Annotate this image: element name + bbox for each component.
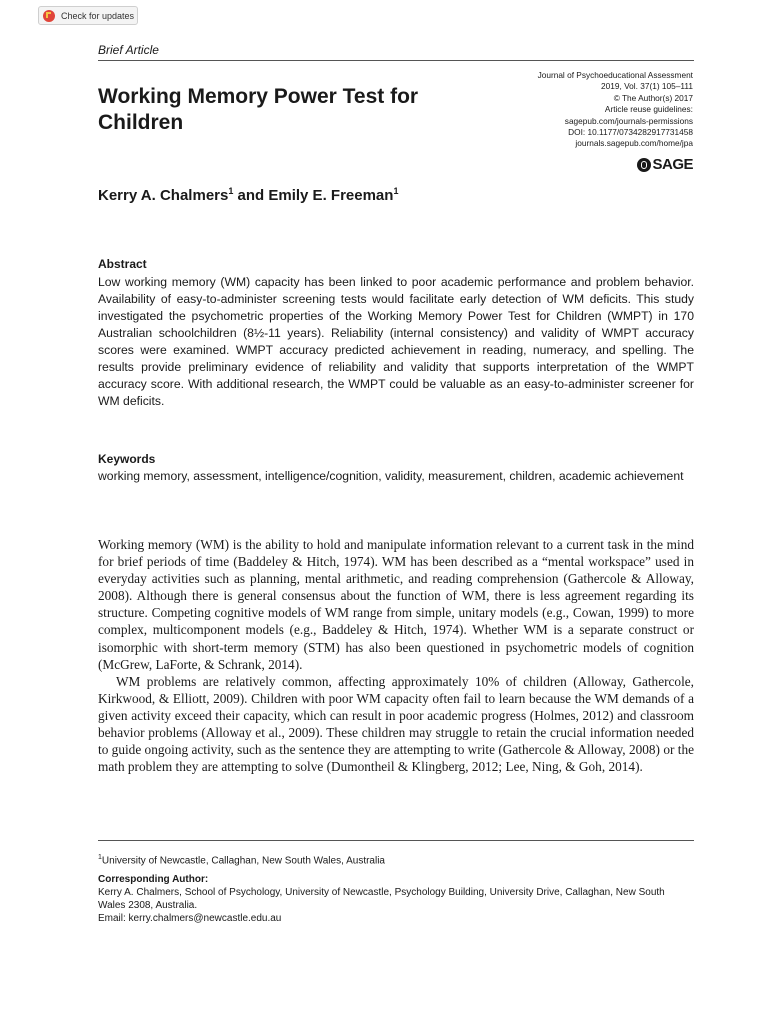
journal-name: Journal of Psychoeducational Assessment: [537, 70, 693, 80]
journal-reuse-label: Article reuse guidelines:: [604, 104, 693, 115]
corresponding-author: [98, 873, 694, 925]
body-paragraph-1: Working memory (WM) is the ability to hold and manipulate information relevant to a current task in the mind for brief periods of time (Baddeley & Hitch, 1974). WM has been described as a “mental workspace” used in everyday activities such as planning, mental arithmetic, and reading comprehension (Gathercole & Alloway, 2008). Although there is general consensus about the function of WM, there is less agreement regarding its structure. Competing cognitive models of WM range from simple, unitary models (e.g., Cowan, 1999) to more complex, multicomponent models (e.g., Baddeley & Hitch, 1974). Whether WM is a separate construct or isomorphic with short-term memory (STM) has also been questioned in psychometric models of cognition (McGrew, LaForte, & Schrank, 2014).: [98, 537, 694, 672]
author-joiner: and: [233, 187, 269, 204]
sage-logo-icon: [637, 158, 651, 172]
article-type: Brief Article: [98, 43, 159, 57]
publisher-logo: [637, 156, 693, 173]
author-line: [98, 186, 398, 204]
publisher-name: SAGE: [652, 156, 693, 173]
journal-info: [433, 70, 693, 150]
author-2: Emily E. Freeman: [268, 187, 394, 204]
affiliation-footnote: [98, 851, 694, 867]
affiliation-text: University of Newcastle, Callaghan, New South Wales, Australia: [101, 855, 385, 867]
affiliation-mark: 1: [98, 854, 102, 861]
author-1: Kerry A. Chalmers: [98, 187, 229, 204]
article-title: Working Memory Power Test for Children: [98, 85, 419, 134]
check-for-updates-badge[interactable]: [38, 6, 138, 25]
corresponding-author-email[interactable]: Email: kerry.chalmers@newcastle.edu.au: [98, 913, 282, 924]
body-text: [98, 536, 694, 775]
corresponding-author-heading: Corresponding Author:: [98, 874, 209, 885]
author-1-affiliation-mark: 1: [228, 186, 234, 196]
abstract-text: Low working memory (WM) capacity has been linked to poor academic performance and problem behavior. Availability of easy-to-administer screening tests would facilitate early detection of WM deficits. This study investigated the psychometric properties of the Working Memory Power Test for Children (WMPT) in 170 Australian schoolchildren (8½-11 years). Reliability (internal consistency) and validity of WMPT accuracy scores were examined. WMPT accuracy predicted achievement in reading, numeracy, and spelling. The results provide preliminary evidence of reliability and validity that supports interpretation of the WMPT accuracy score. With additional research, the WMPT could be valuable as an easy-to-administer screener for WM deficits.: [98, 275, 694, 408]
body-paragraph-2: WM problems are relatively common, affecting approximately 10% of children (Alloway, Gathercole, Kirkwood, & Elliott, 2009). Children with poor WM capacity often fail to learn because the WM demands of a given activity exceed their capacity, which can result in poor academic progress (Holmes, 2012) and classroom behavior problems (Alloway et al., 2009). These children may struggle to retain the crucial information needed to guide ongoing activity, such as the sentence they are attempting to write (Gathercole & Alloway, 2008) or the math problem they are attempting to solve (Dumontheil & Klingberg, 2012; Lee, Ning, & Goh, 2014).: [98, 673, 694, 775]
crossmark-icon: [43, 10, 55, 22]
author-2-affiliation-mark: 1: [393, 186, 399, 196]
header-divider: [98, 60, 694, 61]
journal-home-link[interactable]: journals.sagepub.com/home/jpa: [575, 138, 693, 149]
corresponding-author-address: Kerry A. Chalmers, School of Psychology, University of Newcastle, Psychology Building, University Drive, Callaghan, New South Wales 2308, Australia.: [98, 887, 665, 911]
journal-copyright: © The Author(s) 2017: [613, 92, 693, 103]
journal-doi[interactable]: DOI: 10.1177/0734282917731458: [568, 127, 693, 138]
journal-volume: 2019, Vol. 37(1) 105–111: [601, 81, 693, 92]
keywords-heading: Keywords: [98, 452, 156, 466]
keywords-text: working memory, assessment, intelligence/cognition, validity, measurement, children, academic achievement: [98, 469, 684, 483]
check-for-updates-label: Check for updates: [61, 10, 135, 21]
journal-permissions-link[interactable]: sagepub.com/journals-permissions: [564, 115, 693, 126]
abstract-heading: Abstract: [98, 257, 147, 271]
footnote-divider: [98, 840, 694, 841]
